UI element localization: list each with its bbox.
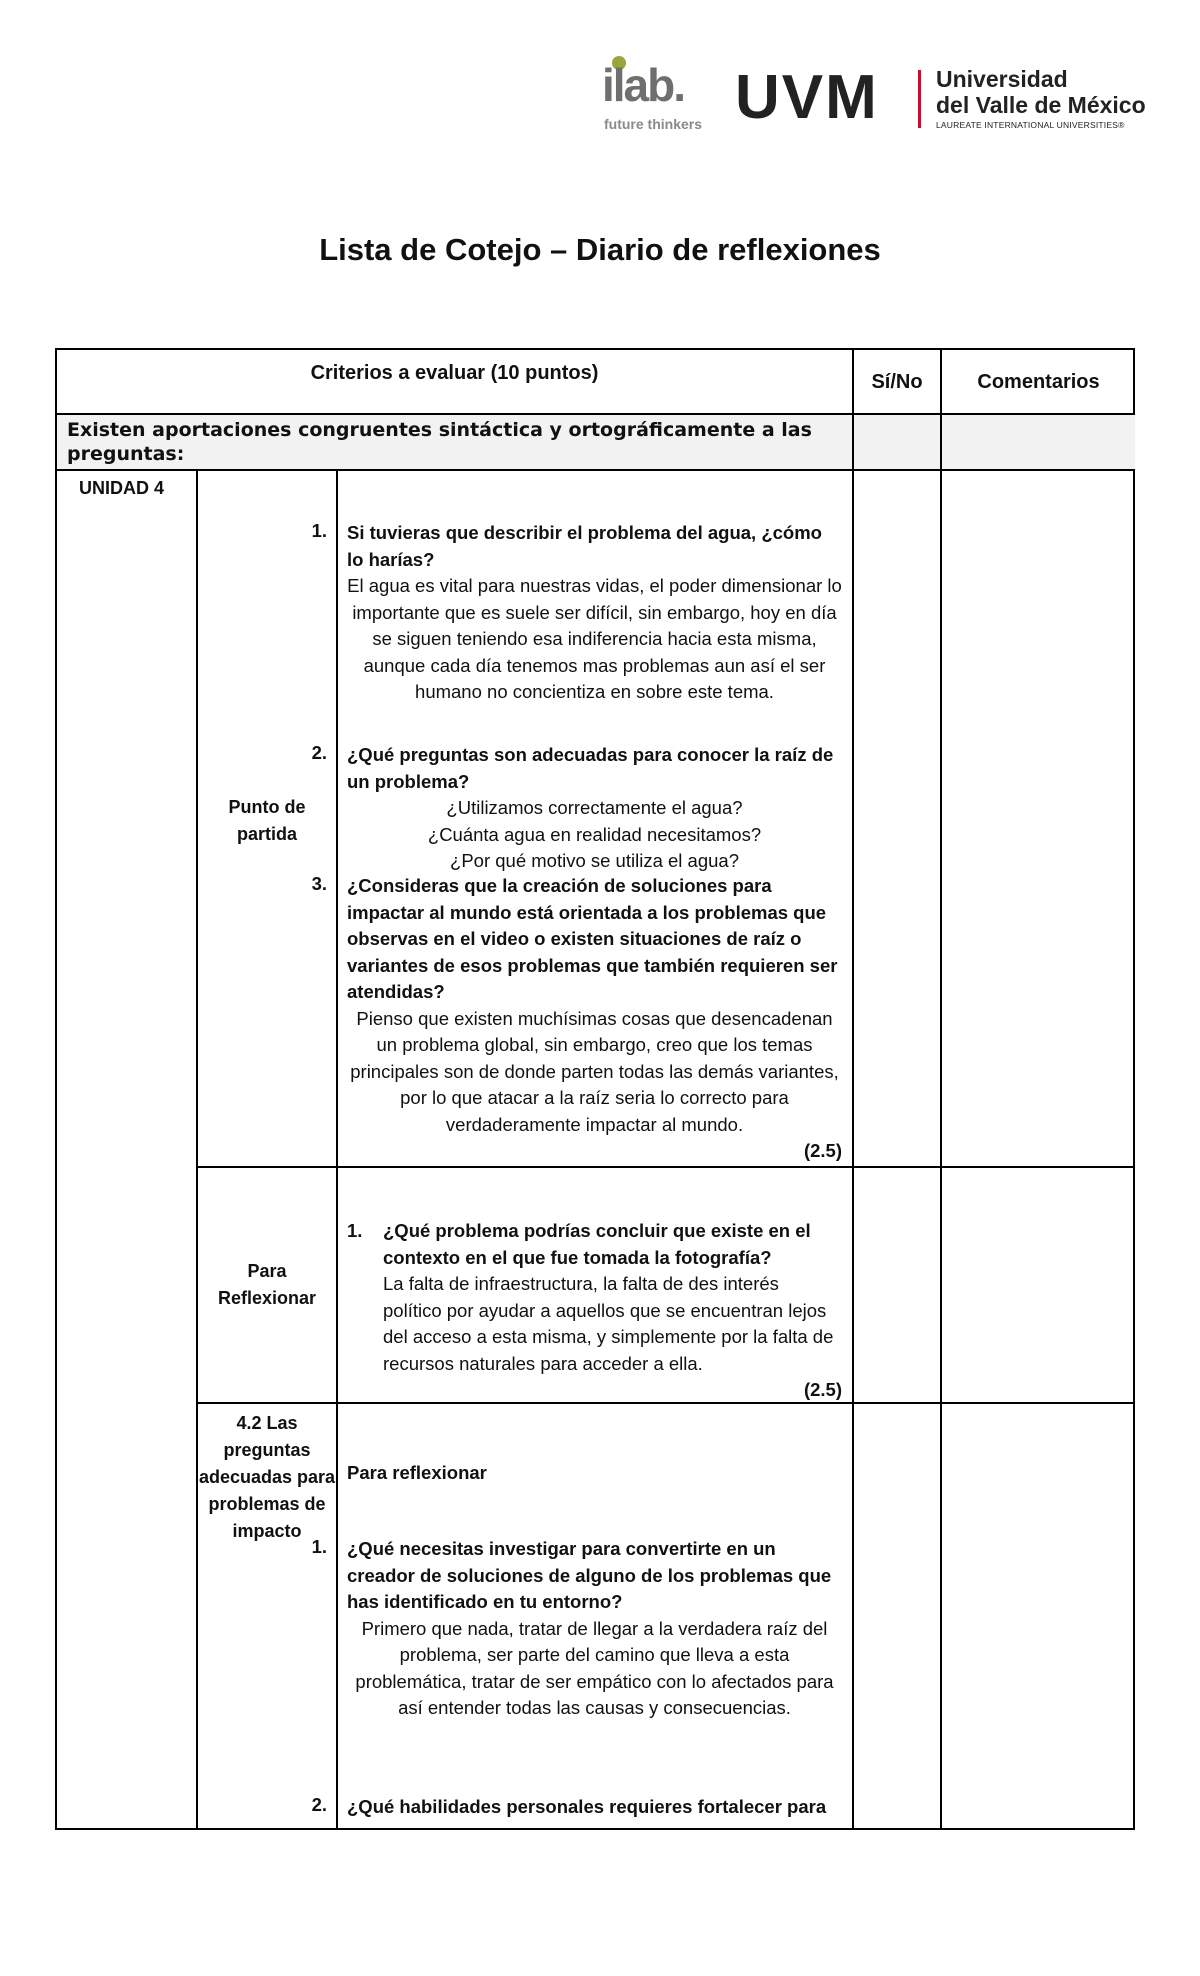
- university-name-line1: Universidad: [936, 66, 1068, 92]
- answer-text: Pienso que existen muchísimas cosas que desencadenan un problema global, sin embargo, creo que los temas principales son de donde parten todas las demás variantes, por lo que atacar a la raíz seria lo correcto para verdaderamente impactar al mundo.: [350, 1007, 839, 1135]
- ilab-tagline: future thinkers: [604, 116, 703, 132]
- question-number: 1.: [311, 1536, 327, 1557]
- section-label-para-reflexionar: Para Reflexionar: [217, 1261, 317, 1308]
- checklist-table: [55, 348, 1135, 1830]
- question-number: 2.: [311, 1794, 327, 1815]
- question-text: ¿Qué habilidades personales requieres fortalecer para: [347, 1796, 827, 1817]
- yes-no-cell[interactable]: [854, 1168, 940, 1402]
- answer-text: ¿Utilizamos correctamente el agua?: [446, 797, 743, 818]
- criteria-header: Criterios a evaluar (10 puntos): [310, 362, 599, 384]
- section-label-punto-de-partida: Punto de partida: [228, 797, 306, 844]
- comments-cell[interactable]: [942, 471, 1135, 1166]
- yes-no-header: Sí/No: [871, 370, 923, 393]
- logo-divider: [918, 70, 921, 128]
- answer-text: El agua es vital para nuestras vidas, el poder dimensionar lo importante que es suele ser difícil, sin embargo, hoy en día se siguen teniendo esa indiferencia hacia esta misma, aunque cada día tenemos mas problemas aun así el ser humano no concientiza en sobre este tema.: [347, 575, 842, 702]
- document-title: Lista de Cotejo – Diario de reflexiones: [319, 232, 881, 267]
- university-name-line2: del Valle de México: [936, 92, 1146, 118]
- column-divider: [196, 469, 198, 1828]
- question-block-2: [347, 742, 842, 875]
- question-number: 2.: [311, 742, 327, 763]
- criteria-band: Existen aportaciones congruentes sintáctica y ortográficamente a las preguntas:: [57, 414, 852, 470]
- university-subtitle: LAUREATE INTERNATIONAL UNIVERSITIES®: [936, 120, 1125, 130]
- question-block-reflexionar: [347, 1218, 842, 1404]
- question-number: 1.: [347, 1220, 363, 1241]
- question-block-3: [347, 873, 842, 1138]
- unit-label: UNIDAD 4: [79, 478, 165, 498]
- answer-text: ¿Cuánta agua en realidad necesitamos?: [427, 823, 762, 845]
- comments-cell[interactable]: [942, 1168, 1135, 1402]
- answer-text: La falta de infraestructura, la falta de des interés político por ayudar a aquellos que se encuentran lejos del acceso a esta misma, y simplemente por la falta de recursos naturales para acceder a ella.: [383, 1273, 834, 1374]
- question-text: Si tuvieras que describir el problema del agua, ¿cómo lo harías?: [347, 522, 822, 570]
- question-text: ¿Qué preguntas son adecuadas para conocer la raíz de un problema?: [347, 744, 834, 792]
- band-yes-no-cell[interactable]: [854, 414, 940, 470]
- question-text: ¿Qué problema podrías concluir que existe en el contexto en el que fue tomada la fotografía?: [383, 1220, 811, 1268]
- ilab-logo: [600, 52, 715, 137]
- header-logos: [600, 52, 1160, 142]
- question-block-investigar: [347, 1536, 842, 1722]
- question-text: ¿Qué necesitas investigar para convertirte en un creador de soluciones de alguno de los problemas que has identificado en tu entorno?: [347, 1538, 832, 1612]
- section-label-preguntas-adecuadas: 4.2 Las preguntas adecuadas para problemas de impacto: [198, 1413, 336, 1541]
- subheading: Para reflexionar: [347, 1462, 487, 1483]
- band-comments-cell[interactable]: [942, 414, 1135, 470]
- question-text: ¿Consideras que la creación de soluciones para impactar al mundo está orientada a los problemas que observas en el video o existen situaciones de raíz o variantes de esos problemas que también requieren ser atendidas?: [347, 875, 838, 1002]
- answer-text: ¿Por qué motivo se utiliza el agua?: [450, 850, 739, 871]
- question-number: 3.: [311, 873, 327, 894]
- uvm-logo: UVM: [735, 63, 879, 132]
- yes-no-cell[interactable]: [854, 471, 940, 1166]
- row-divider: [57, 413, 1135, 415]
- ilab-wordmark: ilab.: [602, 59, 685, 111]
- question-number: 1.: [311, 520, 327, 541]
- comments-cell[interactable]: [942, 1404, 1135, 1828]
- comments-header: Comentarios: [977, 370, 1100, 393]
- question-block-1: [347, 520, 842, 706]
- university-name: [936, 66, 1146, 118]
- score-label: (2.5): [803, 1379, 842, 1400]
- score-label: (2.5): [803, 1140, 842, 1161]
- answer-text: Primero que nada, tratar de llegar a la verdadera raíz del problema, ser parte del camino que lleva a esta problemática, tratar de ser empático con lo afectados para así entender todas las causas y consecuencias.: [355, 1617, 834, 1718]
- column-divider: [336, 469, 338, 1828]
- question-block-habilidades: [347, 1794, 842, 1821]
- yes-no-cell[interactable]: [854, 1404, 940, 1828]
